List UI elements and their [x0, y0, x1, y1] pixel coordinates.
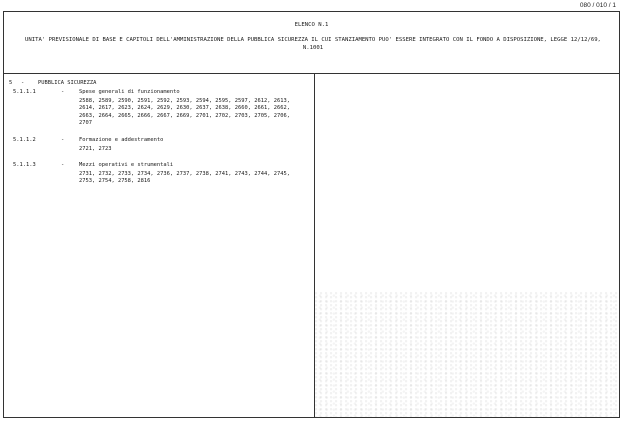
chapter-items: 2731, 2732, 2733, 2734, 2736, 2737, 2738, 2741, 2743, 2744, 2745, 2753, 2754, 2758, 2816: [79, 171, 290, 185]
document-frame: [3, 11, 620, 418]
chapter-number: 5.1.1.2: [13, 136, 36, 143]
chapter-dash: -: [61, 136, 65, 143]
left-column: [9, 80, 309, 195]
list-title: ELENCO N.1: [294, 22, 329, 28]
chapter-number: 5.1.1.3: [13, 162, 36, 169]
chapter-items: 2588, 2589, 2590, 2591, 2592, 2593, 2594, 2595, 2597, 2612, 2613, 2614, 2617, 2623, 2624, 2629, 2630, 2637, 2638, 2660, 2661, 2662, 2663, 2664, 2665, 2666, 2667, 2669, 2701, 2702, 2703, 2705, 2706, 2707: [79, 98, 290, 127]
section-heading: [9, 80, 309, 89]
chapter-heading: [9, 137, 309, 145]
chapter-block: [9, 137, 309, 153]
chapter-label: Formazione e addestramento: [79, 136, 164, 143]
chapter-block: [9, 162, 309, 186]
chapter-number: 5.1.1.1: [13, 89, 36, 95]
chapter-heading: [9, 162, 309, 170]
scan-noise: [315, 292, 620, 417]
section-label: PUBBLICA SICUREZZA: [38, 80, 97, 86]
list-subtitle: UNITA' PREVISIONALE DI BASE E CAPITOLI DELL'AMMINISTRAZIONE DELLA PUBBLICA SICUREZZA IL CUI STANZIAMENTO PUO' ESSERE INTEGRATO CON IL FONDO A DISPOSIZIONE, LEGGE 12/12/69, N.1001: [25, 37, 601, 51]
section-number: 5: [9, 80, 13, 86]
chapter-label: Spese generali di funzionamento: [79, 89, 180, 95]
chapter-items: 2721, 2723: [79, 145, 112, 152]
chapter-dash: -: [61, 162, 65, 169]
chapter-label: Mezzi operativi e strumentali: [79, 162, 174, 169]
chapter-dash: -: [61, 89, 65, 95]
section-dash: -: [21, 80, 25, 86]
chapter-heading: [9, 89, 309, 97]
chapter-block: [9, 89, 309, 128]
header-box: [4, 12, 619, 74]
page-identifier: 080 / 010 / 1: [579, 2, 616, 9]
